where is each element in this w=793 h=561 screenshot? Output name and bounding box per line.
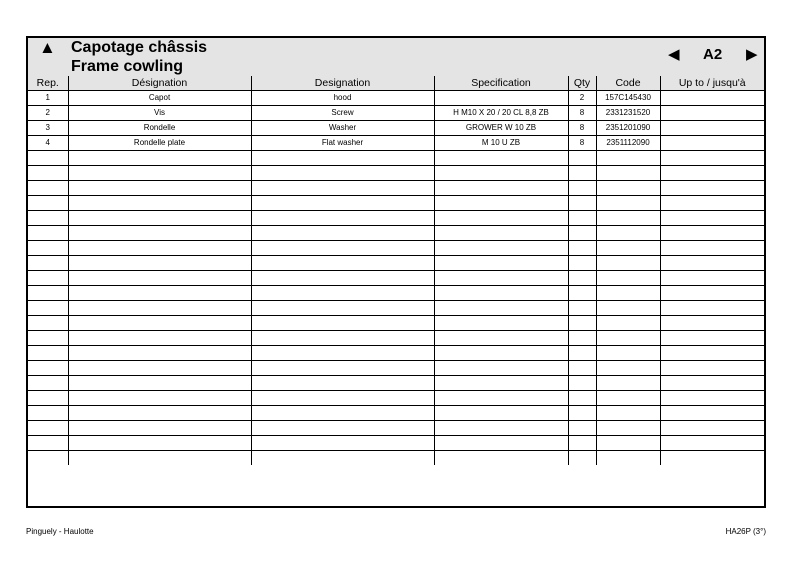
- cell-designation-en: [251, 151, 434, 166]
- cell-code: [596, 226, 660, 241]
- previous-page-icon[interactable]: ◀: [668, 46, 680, 63]
- cell-up-to: [660, 301, 764, 316]
- table-row: [28, 106, 764, 121]
- cell-up-to: [660, 136, 764, 151]
- cell-code: [596, 346, 660, 361]
- cell-code: 2351112090: [596, 136, 660, 151]
- cell-specification: [434, 256, 568, 271]
- table-header-row: [28, 76, 764, 91]
- cell-rep: [28, 346, 68, 361]
- cell-qty: [568, 316, 596, 331]
- cell-designation-en: [251, 406, 434, 421]
- cell-specification: [434, 361, 568, 376]
- cell-rep: [28, 391, 68, 406]
- cell-up-to: [660, 451, 764, 466]
- table-row: [28, 271, 764, 286]
- cell-rep: 1: [28, 91, 68, 106]
- cell-rep: 4: [28, 136, 68, 151]
- table-row: [28, 181, 764, 196]
- table-row: [28, 196, 764, 211]
- cell-code: [596, 151, 660, 166]
- table-row: [28, 241, 764, 256]
- cell-specification: [434, 286, 568, 301]
- cell-designation-en: [251, 256, 434, 271]
- cell-designation-fr: [68, 286, 251, 301]
- table-row: [28, 316, 764, 331]
- table-row: [28, 91, 764, 106]
- cell-designation-en: [251, 271, 434, 286]
- cell-up-to: [660, 316, 764, 331]
- cell-up-to: [660, 226, 764, 241]
- cell-designation-fr: [68, 301, 251, 316]
- cell-up-to: [660, 196, 764, 211]
- cell-rep: [28, 451, 68, 466]
- column-header-designation-en: Designation: [251, 76, 434, 91]
- column-header-specification: Specification: [434, 76, 568, 91]
- table-row: [28, 421, 764, 436]
- cell-designation-en: [251, 331, 434, 346]
- next-page-icon[interactable]: ▶: [746, 46, 758, 63]
- cell-specification: [434, 181, 568, 196]
- cell-designation-en: [251, 241, 434, 256]
- cell-rep: [28, 331, 68, 346]
- column-header-up-to: Up to / jusqu'à: [660, 76, 764, 91]
- cell-up-to: [660, 421, 764, 436]
- cell-specification: [434, 376, 568, 391]
- cell-up-to: [660, 241, 764, 256]
- cell-designation-fr: [68, 151, 251, 166]
- cell-qty: [568, 436, 596, 451]
- table-row: [28, 226, 764, 241]
- table-row: [28, 361, 764, 376]
- cell-designation-en: [251, 286, 434, 301]
- cell-qty: [568, 211, 596, 226]
- cell-up-to: [660, 121, 764, 136]
- cell-specification: GROWER W 10 ZB: [434, 121, 568, 136]
- cell-qty: [568, 181, 596, 196]
- cell-up-to: [660, 256, 764, 271]
- cell-designation-fr: [68, 316, 251, 331]
- cell-specification: [434, 316, 568, 331]
- cell-rep: [28, 196, 68, 211]
- cell-designation-en: Screw: [251, 106, 434, 121]
- cell-code: [596, 241, 660, 256]
- cell-rep: [28, 301, 68, 316]
- cell-designation-fr: [68, 181, 251, 196]
- cell-code: [596, 331, 660, 346]
- cell-specification: [434, 421, 568, 436]
- cell-designation-en: Washer: [251, 121, 434, 136]
- cell-designation-fr: [68, 421, 251, 436]
- cell-rep: [28, 271, 68, 286]
- table-row: [28, 436, 764, 451]
- cell-specification: [434, 406, 568, 421]
- cell-rep: [28, 256, 68, 271]
- cell-qty: [568, 301, 596, 316]
- cell-designation-fr: [68, 166, 251, 181]
- cell-code: [596, 271, 660, 286]
- table-row: [28, 151, 764, 166]
- cell-up-to: [660, 331, 764, 346]
- cell-designation-fr: [68, 196, 251, 211]
- cell-designation-fr: [68, 436, 251, 451]
- table-row: [28, 211, 764, 226]
- cell-code: [596, 421, 660, 436]
- cell-designation-fr: [68, 376, 251, 391]
- cell-specification: [434, 346, 568, 361]
- cell-rep: 2: [28, 106, 68, 121]
- cell-up-to: [660, 106, 764, 121]
- cell-specification: [434, 241, 568, 256]
- cell-designation-en: [251, 181, 434, 196]
- cell-rep: [28, 226, 68, 241]
- cell-designation-fr: [68, 346, 251, 361]
- cell-rep: [28, 361, 68, 376]
- column-header-designation-fr: Désignation: [68, 76, 251, 91]
- cell-rep: [28, 166, 68, 181]
- cell-specification: [434, 226, 568, 241]
- cell-rep: [28, 211, 68, 226]
- cell-rep: [28, 421, 68, 436]
- up-arrow-icon[interactable]: ▲: [39, 38, 56, 57]
- cell-designation-en: Flat washer: [251, 136, 434, 151]
- cell-up-to: [660, 181, 764, 196]
- cell-qty: 2: [568, 91, 596, 106]
- cell-code: [596, 181, 660, 196]
- cell-designation-fr: [68, 256, 251, 271]
- cell-code: [596, 301, 660, 316]
- cell-designation-en: [251, 166, 434, 181]
- table-row: [28, 406, 764, 421]
- cell-designation-fr: Vis: [68, 106, 251, 121]
- cell-designation-en: [251, 211, 434, 226]
- cell-designation-en: hood: [251, 91, 434, 106]
- cell-up-to: [660, 91, 764, 106]
- cell-qty: [568, 391, 596, 406]
- cell-up-to: [660, 211, 764, 226]
- table-row: [28, 136, 764, 151]
- column-header-code: Code: [596, 76, 660, 91]
- cell-up-to: [660, 346, 764, 361]
- cell-qty: [568, 346, 596, 361]
- cell-specification: [434, 271, 568, 286]
- cell-rep: [28, 406, 68, 421]
- cell-designation-en: [251, 346, 434, 361]
- cell-rep: [28, 181, 68, 196]
- cell-code: [596, 361, 660, 376]
- cell-specification: [434, 91, 568, 106]
- cell-designation-en: [251, 196, 434, 211]
- cell-designation-fr: [68, 406, 251, 421]
- cell-qty: [568, 196, 596, 211]
- cell-qty: [568, 241, 596, 256]
- cell-rep: 3: [28, 121, 68, 136]
- cell-specification: [434, 211, 568, 226]
- cell-designation-fr: Capot: [68, 91, 251, 106]
- cell-qty: 8: [568, 136, 596, 151]
- cell-qty: [568, 226, 596, 241]
- cell-up-to: [660, 271, 764, 286]
- cell-up-to: [660, 436, 764, 451]
- cell-code: [596, 166, 660, 181]
- cell-code: [596, 451, 660, 466]
- cell-code: [596, 436, 660, 451]
- cell-designation-fr: [68, 226, 251, 241]
- cell-designation-fr: [68, 331, 251, 346]
- cell-qty: [568, 376, 596, 391]
- cell-up-to: [660, 391, 764, 406]
- table-row: [28, 346, 764, 361]
- cell-up-to: [660, 166, 764, 181]
- cell-designation-en: [251, 376, 434, 391]
- cell-qty: [568, 256, 596, 271]
- cell-up-to: [660, 151, 764, 166]
- cell-code: [596, 211, 660, 226]
- cell-designation-fr: [68, 451, 251, 466]
- cell-designation-fr: [68, 361, 251, 376]
- table-row: [28, 391, 764, 406]
- cell-specification: [434, 196, 568, 211]
- column-header-qty: Qty: [568, 76, 596, 91]
- cell-up-to: [660, 376, 764, 391]
- cell-qty: [568, 361, 596, 376]
- cell-specification: [434, 151, 568, 166]
- cell-specification: [434, 436, 568, 451]
- cell-designation-en: [251, 301, 434, 316]
- cell-code: [596, 286, 660, 301]
- parts-table-body: [28, 91, 764, 466]
- cell-rep: [28, 241, 68, 256]
- cell-specification: [434, 331, 568, 346]
- cell-code: [596, 256, 660, 271]
- cell-specification: H M10 X 20 / 20 CL 8,8 ZB: [434, 106, 568, 121]
- cell-specification: [434, 391, 568, 406]
- cell-code: 2351201090: [596, 121, 660, 136]
- sheet-header: [28, 38, 764, 77]
- title-french: Capotage châssis: [71, 39, 208, 56]
- table-row: [28, 451, 764, 466]
- cell-designation-en: [251, 391, 434, 406]
- title-english: Frame cowling: [71, 58, 184, 75]
- table-row: [28, 256, 764, 271]
- cell-up-to: [660, 361, 764, 376]
- cell-designation-en: [251, 361, 434, 376]
- cell-designation-en: [251, 226, 434, 241]
- cell-code: [596, 391, 660, 406]
- cell-rep: [28, 376, 68, 391]
- cell-code: 2331231520: [596, 106, 660, 121]
- table-row: [28, 301, 764, 316]
- cell-qty: [568, 166, 596, 181]
- cell-designation-fr: Rondelle: [68, 121, 251, 136]
- cell-code: [596, 406, 660, 421]
- footer-model: HA26P (3°): [725, 527, 766, 536]
- cell-qty: [568, 331, 596, 346]
- footer-manufacturer: Pinguely - Haulotte: [26, 527, 94, 536]
- cell-designation-fr: [68, 271, 251, 286]
- cell-specification: [434, 166, 568, 181]
- cell-qty: [568, 286, 596, 301]
- page-code: A2: [703, 46, 723, 63]
- cell-qty: [568, 421, 596, 436]
- parts-sheet: [26, 36, 766, 508]
- cell-designation-fr: Rondelle plate: [68, 136, 251, 151]
- cell-designation-en: [251, 451, 434, 466]
- cell-rep: [28, 151, 68, 166]
- table-row: [28, 121, 764, 136]
- cell-qty: 8: [568, 121, 596, 136]
- cell-specification: [434, 451, 568, 466]
- cell-specification: M 10 U ZB: [434, 136, 568, 151]
- cell-code: [596, 316, 660, 331]
- cell-designation-en: [251, 436, 434, 451]
- cell-designation-fr: [68, 241, 251, 256]
- cell-code: [596, 196, 660, 211]
- cell-up-to: [660, 406, 764, 421]
- cell-rep: [28, 436, 68, 451]
- cell-specification: [434, 301, 568, 316]
- cell-qty: 8: [568, 106, 596, 121]
- cell-qty: [568, 451, 596, 466]
- column-header-rep: Rep.: [28, 76, 68, 91]
- cell-up-to: [660, 286, 764, 301]
- parts-table: [28, 76, 764, 465]
- cell-designation-fr: [68, 391, 251, 406]
- cell-rep: [28, 316, 68, 331]
- table-row: [28, 331, 764, 346]
- cell-designation-en: [251, 316, 434, 331]
- cell-designation-fr: [68, 211, 251, 226]
- table-row: [28, 376, 764, 391]
- cell-qty: [568, 406, 596, 421]
- table-row: [28, 286, 764, 301]
- cell-designation-en: [251, 421, 434, 436]
- cell-rep: [28, 286, 68, 301]
- table-row: [28, 166, 764, 181]
- cell-qty: [568, 271, 596, 286]
- cell-code: 157C145430: [596, 91, 660, 106]
- cell-code: [596, 376, 660, 391]
- cell-qty: [568, 151, 596, 166]
